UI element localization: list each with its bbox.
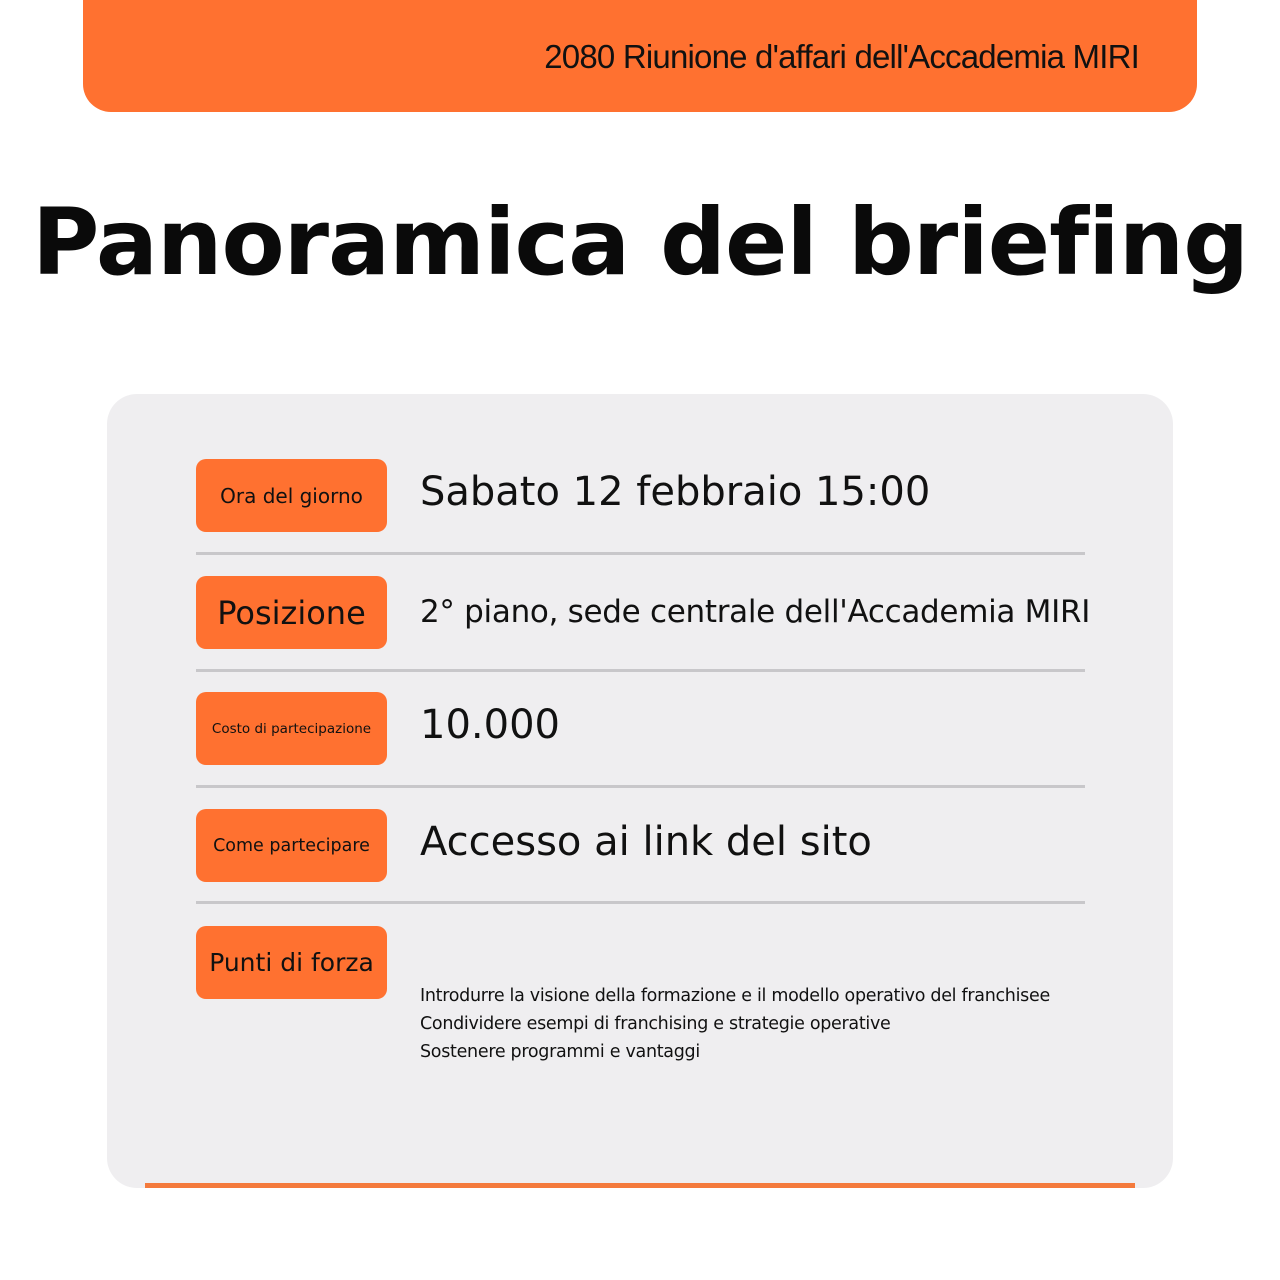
divider: [196, 669, 1085, 672]
bottom-accent-line: [145, 1183, 1135, 1188]
divider: [196, 901, 1085, 904]
page-title: Panoramica del briefing: [31, 189, 1249, 296]
list-item: Introdurre la visione della formazione e il modello operativo del franchisee: [420, 986, 1050, 1006]
label-badge-cost: Costo di partecipazione: [196, 692, 387, 765]
briefing-details-card: [107, 394, 1173, 1188]
divider: [196, 785, 1085, 788]
event-name: 2080 Riunione d'affari dell'Accademia MIRI: [544, 38, 1139, 75]
header-banner: [83, 0, 1197, 112]
strengths-list: [420, 982, 1050, 1066]
detail-value-participation: Accesso ai link del sito: [420, 819, 872, 865]
detail-value-location: 2° piano, sede centrale dell'Accademia MIRI: [420, 594, 1091, 630]
label-badge-time: Ora del giorno: [196, 459, 387, 532]
label-badge-strengths: Punti di forza: [196, 926, 387, 999]
detail-value-cost: 10.000: [420, 702, 560, 748]
list-item: Sostenere programmi e vantaggi: [420, 1042, 700, 1062]
label-badge-participation: Come partecipare: [196, 809, 387, 882]
divider: [196, 552, 1085, 555]
detail-value-time: Sabato 12 febbraio 15:00: [420, 469, 931, 515]
label-badge-location: Posizione: [196, 576, 387, 649]
list-item: Condividere esempi di franchising e strategie operative: [420, 1014, 891, 1034]
